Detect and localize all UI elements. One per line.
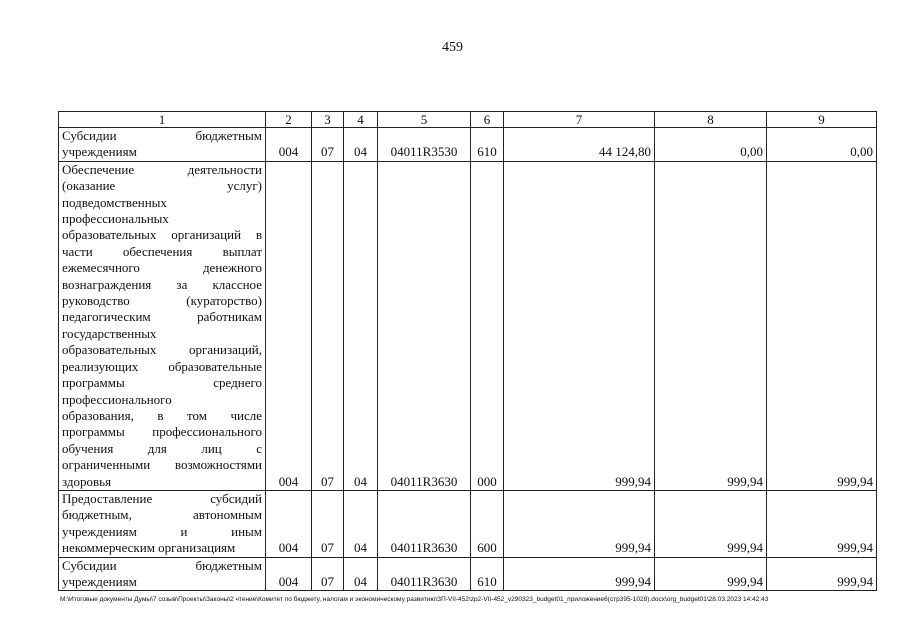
- cell-c6: 610: [471, 557, 504, 591]
- header-cell: 9: [767, 112, 877, 128]
- header-cell: 7: [504, 112, 655, 128]
- header-cell: 1: [59, 112, 266, 128]
- row-name-line: реализующих образовательные: [62, 358, 262, 374]
- cell-c5: 04011R3630: [378, 490, 471, 557]
- cell-c9: 999,94: [767, 557, 877, 591]
- row-name-line: бюджетным, автономным: [62, 507, 262, 523]
- cell-c6: 000: [471, 161, 504, 490]
- header-cell: 5: [378, 112, 471, 128]
- cell-c8: 999,94: [655, 490, 767, 557]
- cell-c2: 004: [266, 128, 312, 162]
- row-name-line: учреждениям: [62, 144, 137, 160]
- row-name-line: ограниченными возможностями: [62, 457, 262, 473]
- cell-c7: 999,94: [504, 161, 655, 490]
- cell-c3: 07: [312, 128, 344, 162]
- row-name-line: (оказание услуг): [62, 178, 262, 194]
- table-row: [59, 161, 877, 490]
- row-name-line: профессиональных: [62, 211, 169, 227]
- table-header-row: [59, 112, 877, 128]
- page-number: 459: [442, 40, 463, 55]
- row-name-line: части обеспечения выплат: [62, 243, 262, 259]
- cell-c4: 04: [344, 490, 378, 557]
- row-name-line: Обеспечение деятельности: [62, 161, 262, 177]
- document-path-footer: М:\Итоговые документы Думы\7 созыв\Проекты\Законы\2 чтение\Комитет по бюджету, налогам и экономическому развитию\ЗП-VII-452\zp2-VII-452_v290323_budget01_приложение6(стр395-1028).docx\org_budget01\28.03.2023 14:42:43: [60, 596, 769, 603]
- table-row: [59, 490, 877, 557]
- row-name-line: руководство (кураторство): [62, 293, 262, 309]
- cell-c4: 04: [344, 557, 378, 591]
- row-name-line: учреждениям: [62, 573, 137, 589]
- row-name-cell: [59, 128, 266, 162]
- row-name-line: здоровья: [62, 473, 112, 489]
- cell-c9: 999,94: [767, 161, 877, 490]
- cell-c5: 04011R3630: [378, 557, 471, 591]
- cell-c9: 999,94: [767, 490, 877, 557]
- row-name-line: учреждениям и иным: [62, 523, 262, 539]
- cell-c7: 999,94: [504, 557, 655, 591]
- row-name-cell: [59, 490, 266, 557]
- row-name-cell: [59, 161, 266, 490]
- cell-c2: 004: [266, 557, 312, 591]
- row-name-line: ежемесячного денежного: [62, 260, 262, 276]
- row-name-line: Субсидии бюджетным: [62, 557, 262, 573]
- row-name-line: государственных: [62, 325, 157, 341]
- cell-c4: 04: [344, 128, 378, 162]
- row-name-line: Субсидии бюджетным: [62, 128, 262, 143]
- cell-c3: 07: [312, 161, 344, 490]
- row-name-line: образовательных организаций,: [62, 342, 262, 358]
- row-name-line: вознаграждения за классное: [62, 276, 262, 292]
- cell-c9: 0,00: [767, 128, 877, 162]
- header-cell: 8: [655, 112, 767, 128]
- row-name-line: педагогическим работникам: [62, 309, 262, 325]
- cell-c8: 0,00: [655, 128, 767, 162]
- row-name-line: программы среднего: [62, 375, 262, 391]
- cell-c5: 04011R3630: [378, 161, 471, 490]
- cell-c5: 04011R3530: [378, 128, 471, 162]
- cell-c7: 44 124,80: [504, 128, 655, 162]
- cell-c6: 610: [471, 128, 504, 162]
- cell-c8: 999,94: [655, 161, 767, 490]
- row-name-line: программы профессионального: [62, 424, 262, 440]
- row-name-line: Предоставление субсидий: [62, 490, 262, 506]
- cell-c8: 999,94: [655, 557, 767, 591]
- table-row: [59, 128, 877, 162]
- budget-table: [58, 111, 877, 591]
- cell-c2: 004: [266, 490, 312, 557]
- header-cell: 3: [312, 112, 344, 128]
- row-name-line: некоммерческим организациям: [62, 540, 236, 556]
- table-row: [59, 557, 877, 591]
- cell-c3: 07: [312, 557, 344, 591]
- header-cell: 4: [344, 112, 378, 128]
- cell-c7: 999,94: [504, 490, 655, 557]
- cell-c4: 04: [344, 161, 378, 490]
- row-name-line: обучения для лиц с: [62, 440, 262, 456]
- row-name-line: подведомственных: [62, 194, 167, 210]
- cell-c2: 004: [266, 161, 312, 490]
- header-cell: 6: [471, 112, 504, 128]
- row-name-line: образования, в том числе: [62, 407, 262, 423]
- row-name-line: образовательных организаций в: [62, 227, 262, 243]
- row-name-line: профессионального: [62, 391, 172, 407]
- header-cell: 2: [266, 112, 312, 128]
- row-name-cell: [59, 557, 266, 591]
- cell-c3: 07: [312, 490, 344, 557]
- cell-c6: 600: [471, 490, 504, 557]
